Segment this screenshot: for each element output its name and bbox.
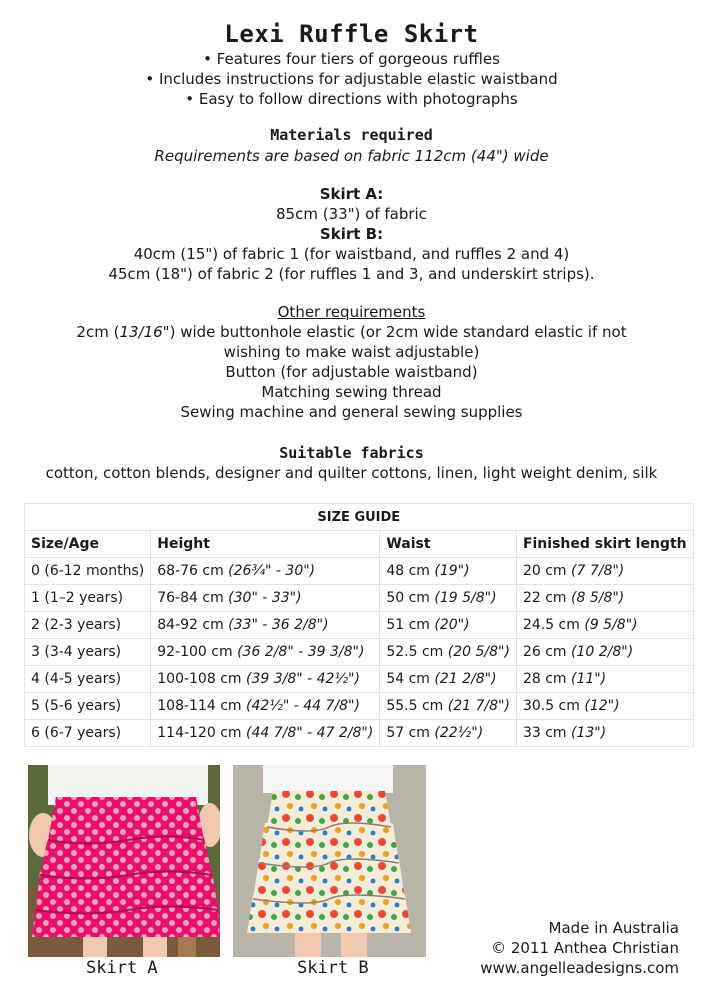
other-requirements-heading: Other requirements <box>277 303 426 321</box>
skirt-b-requirement: 40cm (15") of fabric 1 (for waistband, and ruffles 2 and 4) <box>133 245 570 263</box>
size-age-cell: 4 (4-5 years) <box>25 666 151 693</box>
height-cell: 92-100 cm (36 2/8" - 39 3/8") <box>151 639 380 666</box>
skirt-a-photo <box>28 765 220 957</box>
skirt-a-label: Skirt A: <box>319 185 384 203</box>
size-guide-table <box>24 503 694 747</box>
column-header-height: Height <box>151 531 380 558</box>
feature-item: • Includes instructions for adjustable elastic waistband <box>145 70 558 88</box>
size-guide-caption: SIZE GUIDE <box>25 504 694 531</box>
feature-item: • Easy to follow directions with photographs <box>185 90 518 108</box>
table-row <box>25 585 694 612</box>
size-age-cell: 6 (6-7 years) <box>25 720 151 747</box>
fabrics-heading: Suitable fabrics <box>279 444 424 462</box>
column-header-waist: Waist <box>380 531 517 558</box>
other-item: Sewing machine and general sewing supplies <box>180 403 523 421</box>
column-header-skirt-length: Finished skirt length <box>516 531 693 558</box>
size-age-cell: 0 (6-12 months) <box>25 558 151 585</box>
length-cell: 24.5 cm (9 5/8") <box>516 612 693 639</box>
materials-note: Requirements are based on fabric 112cm (44") wide <box>154 147 549 165</box>
fabrics-list: cotton, cotton blends, designer and quilter cottons, linen, light weight denim, silk <box>45 464 658 482</box>
other-item: Matching sewing thread <box>261 383 442 401</box>
length-cell: 20 cm (7 7/8") <box>516 558 693 585</box>
height-cell: 108-114 cm (42½" - 44 7/8") <box>151 693 380 720</box>
waist-cell: 48 cm (19") <box>380 558 517 585</box>
size-age-cell: 5 (5-6 years) <box>25 693 151 720</box>
size-age-cell: 3 (3-4 years) <box>25 639 151 666</box>
table-row <box>25 612 694 639</box>
waist-cell: 52.5 cm (20 5/8") <box>380 639 517 666</box>
copyright-text: © 2011 Anthea Christian <box>491 939 679 957</box>
waist-cell: 55.5 cm (21 7/8") <box>380 693 517 720</box>
skirt-b-label: Skirt B: <box>319 225 384 243</box>
website-link[interactable]: www.angelleadesigns.com <box>480 959 679 977</box>
elastic-requirement: 2cm (13/16") wide buttonhole elastic (or 2cm wide standard elastic if not <box>76 323 627 341</box>
table-row <box>25 720 694 747</box>
skirt-b-requirement: 45cm (18") of fabric 2 (for ruffles 1 and 3, and underskirt strips). <box>108 265 595 283</box>
skirt-a-caption: Skirt A <box>86 958 158 978</box>
page-title: Lexi Ruffle Skirt <box>224 20 479 48</box>
height-cell: 68-76 cm (26¾" - 30") <box>151 558 380 585</box>
waist-cell: 51 cm (20") <box>380 612 517 639</box>
other-item: Button (for adjustable waistband) <box>225 363 478 381</box>
materials-heading: Materials required <box>270 126 433 144</box>
size-age-cell: 1 (1–2 years) <box>25 585 151 612</box>
waist-cell: 57 cm (22½") <box>380 720 517 747</box>
skirt-a-requirement: 85cm (33") of fabric <box>276 205 427 223</box>
length-cell: 26 cm (10 2/8") <box>516 639 693 666</box>
skirt-b-caption: Skirt B <box>297 958 369 978</box>
skirt-b-photo <box>233 765 426 957</box>
waist-cell: 50 cm (19 5/8") <box>380 585 517 612</box>
length-cell: 28 cm (11") <box>516 666 693 693</box>
height-cell: 76-84 cm (30" - 33") <box>151 585 380 612</box>
table-row <box>25 666 694 693</box>
elastic-requirement-cont: wishing to make waist adjustable) <box>223 343 480 361</box>
length-cell: 33 cm (13") <box>516 720 693 747</box>
height-cell: 100-108 cm (39 3/8" - 42½") <box>151 666 380 693</box>
waist-cell: 54 cm (21 2/8") <box>380 666 517 693</box>
height-cell: 84-92 cm (33" - 36 2/8") <box>151 612 380 639</box>
feature-item: • Features four tiers of gorgeous ruffles <box>203 50 500 68</box>
column-header-size-age: Size/Age <box>25 531 151 558</box>
height-cell: 114-120 cm (44 7/8" - 47 2/8") <box>151 720 380 747</box>
length-cell: 30.5 cm (12") <box>516 693 693 720</box>
made-in-text: Made in Australia <box>548 919 679 937</box>
table-row <box>25 558 694 585</box>
table-row <box>25 639 694 666</box>
size-age-cell: 2 (2-3 years) <box>25 612 151 639</box>
table-row <box>25 693 694 720</box>
length-cell: 22 cm (8 5/8") <box>516 585 693 612</box>
